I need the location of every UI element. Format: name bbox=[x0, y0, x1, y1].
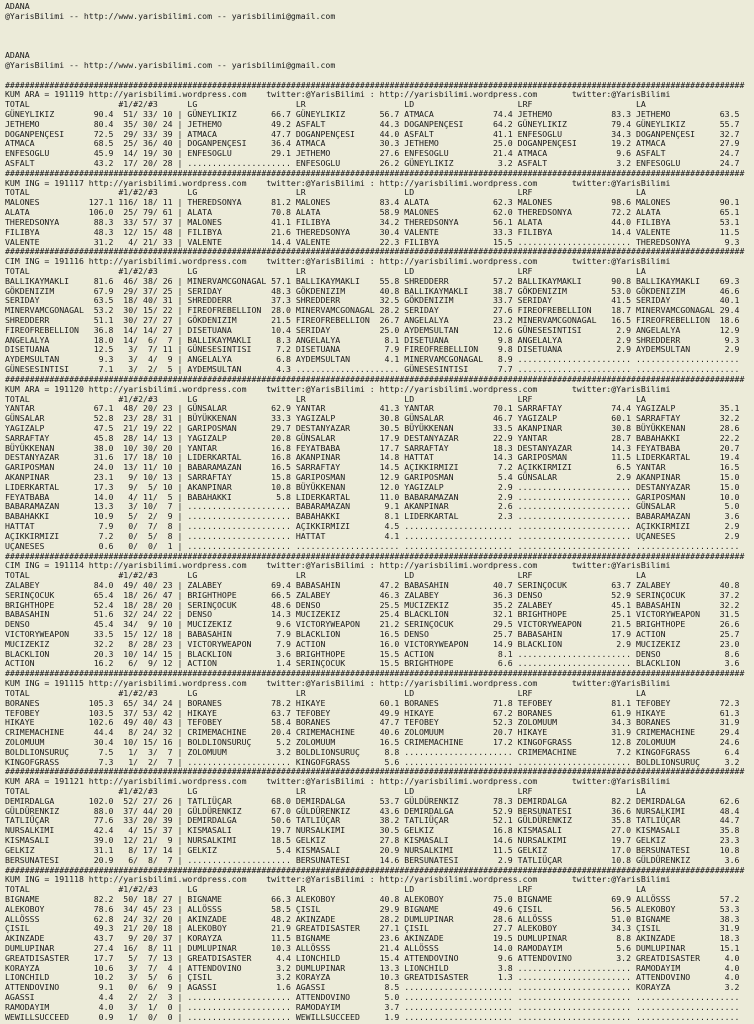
table-row: THEREDSONYA 88.3 33/ 57/ 37 | MALONES 41.1 FILIBYA 34.2 THEREDSONYA 56.1 ALATA 44.0 FILIBYA 53.1 bbox=[5, 216, 745, 227]
table-row: GÜNEYLIKIZ 90.4 51/ 33/ 10 | GÜNEYLIKIZ 66.7 GÜNEYLIKIZ 56.7 ATMACA 74.4 JETHEMO 83.3 JETHEMO 63.5 bbox=[5, 108, 745, 119]
table-row: SERIDAY 63.5 18/ 40/ 31 | SHREDDERR 37.3 SHREDDERR 32.5 GÖKDENIZIM 33.7 SERIDAY 41.5 SERIDAY 40.1 bbox=[5, 295, 745, 306]
table-row: GREATDISASTER 17.7 5/ 7/ 13 | GREATDISASTER 4.4 LIONCHILD 15.4 ATTENDOVINO 9.6 ATTENDOVINO 3.2 GREATDISASTER 4.0 bbox=[5, 952, 745, 963]
table-row: ALLÖSSS 62.8 24/ 32/ 20 | AKINZADE 48.2 AKINZADE 28.2 DUMLUPINAR 28.6 ALLÖSSS 51.0 BIGNAME 38.3 bbox=[5, 913, 745, 924]
table-row: MINERVAMCGONAGAL 53.2 30/ 15/ 22 | FIREOFREBELLION 28.0 MINERVAMCGONAGAL 28.2 SERIDAY 27.6 FIREOFREBELLION 18.7 MINERVAMCGONAGAL 29.4 bbox=[5, 305, 745, 316]
table-row: BERSUNATESI 20.9 6/ 8/ 7 | ..................... BERSUNATESI 14.6 BERSUNATESI 2.9 TATLIÜÇAR 10.8 GÜLDÜRENKIZ 3.6 bbox=[5, 854, 745, 865]
table-row: SARRAFTAY 45.8 28/ 14/ 13 | YAGIZALP 20.8 GÜNSALAR 17.9 DESTANYAZAR 22.9 YANTAR 28.7 BABAHAKKI 22.2 bbox=[5, 432, 745, 443]
table-row: FEYATBABA 14.0 4/ 11/ 5 | BABAHAKKI 5.8 LIDERKARTAL 11.0 BABARAMAZAN 2.9 ....................... GARIPOSMAN 10.0 bbox=[5, 491, 745, 502]
column-header-row: TOTAL #1/#2/#3 LG LR LD LRF LA bbox=[5, 187, 646, 198]
table-row: AKANPINAR 23.1 9/ 10/ 13 | SARRAFTAY 15.8 GARIPOSMAN 12.9 GARIPOSMAN 5.4 GÜNSALAR 2.9 AKANPINAR 15.0 bbox=[5, 472, 745, 482]
table-row: SHREDDERR 51.1 30/ 27/ 27 | GÖKDENIZIM 21.5 FIREOFREBELLION 26.7 ANGELALYA 23.2 MINERVAMCGONAGAL 16.5 FIREOFREBELLION 18.6 bbox=[5, 315, 745, 325]
table-row: TEFOBEY 103.5 37/ 53/ 42 | HIKAYE 63.7 TEFOBEY 49.9 HIKAYE 67.2 BORANES 61.9 HIKAYE 61.3 bbox=[5, 707, 745, 718]
section-header: KUM ING = 191118 http://yarisbilimi.wordpress.com twitter:@YarisBilimi : http://yarisbilimi.wordpress.com twitter:@YarisBilimi bbox=[5, 874, 671, 885]
table-row: DENSO 45.4 34/ 9/ 10 | MUCIZEKIZ 9.6 VICTORYWEAPON 21.2 SERINÇOCUK 29.5 VICTORYWEAPON 21.5 BRIGHTHOPE 26.6 bbox=[5, 619, 745, 630]
table-row: NURSALKIMI 42.4 4/ 15/ 37 | KISMASALI 19.7 NURSALKIMI 30.5 GELKIZ 16.8 KISMASALI 27.0 KISMASALI 35.8 bbox=[5, 825, 745, 836]
table-row: YANTAR 67.1 48/ 20/ 23 | GÜNSALAR 62.9 YANTAR 41.3 YANTAR 70.1 SARRAFTAY 74.4 YAGIZALP 35.1 bbox=[5, 403, 745, 414]
section-header: KUM ING = 191115 http://yarisbilimi.wordpress.com twitter:@YarisBilimi : http://yarisbilimi.wordpress.com twitter:@YarisBilimi bbox=[5, 678, 671, 689]
table-row: ALATA 106.0 25/ 79/ 61 | ALATA 70.8 ALATA 58.9 MALONES 62.0 THEREDSONYA 72.2 ALATA 65.1 bbox=[5, 207, 745, 218]
section-separator: ###################################################################################################################################################### bbox=[5, 550, 745, 561]
table-row: HIKAYE 102.6 49/ 40/ 43 | TEFOBEY 58.4 BORANES 47.7 TEFOBEY 52.3 ZOLOMUUM 34.3 BORANES 31.9 bbox=[5, 717, 745, 728]
section-header: KUM ARA = 191120 http://yarisbilimi.wordpress.com twitter:@YarisBilimi : http://yarisbilimi.wordpress.com twitter:@YarisBilimi bbox=[5, 383, 671, 394]
city-title-repeat: ADANA bbox=[5, 50, 30, 61]
column-header-row: TOTAL #1/#2/#3 LG LR LD LRF LA bbox=[5, 884, 646, 895]
table-row: UÇANESES 0.6 0/ 0/ 1 | ..................... ..................... ...................... ....................... ..................... bbox=[5, 540, 745, 551]
table-row: ALEKOBOY 78.6 34/ 45/ 23 | ALLÖSSS 58.5 ÇISIL 29.9 BIGNAME 49.6 ÇISIL 56.5 ALEKOBOY 53.3 bbox=[5, 903, 745, 914]
table-row: KORAYZA 10.6 3/ 7/ 4 | ATTENDOVINO 3.2 DUMLUPINAR 13.3 LIONCHILD 3.8 ....................... RAMODAYIM 4.0 bbox=[5, 962, 745, 973]
table-row: ATTENDOVINO 9.1 0/ 6/ 9 | AGASSI 1.6 AGASSI 8.5 ...................... ....................... KORAYZA 3.2 bbox=[5, 982, 745, 993]
table-row: AYDEMSULTAN 9.3 3/ 4/ 9 | ANGELALYA 6.8 AYDEMSULTAN 4.1 MINERVAMCGONAGAL 8.9 ....................... ..................... bbox=[5, 354, 745, 365]
table-row: BORANES 105.3 65/ 34/ 24 | BORANES 78.2 HIKAYE 60.1 BORANES 71.8 TEFOBEY 81.1 TEFOBEY 72.3 bbox=[5, 697, 745, 708]
table-row: HATTAT 7.9 0/ 7/ 8 | ..................... AÇIKKIRMIZI 4.5 ...................... ....................... AÇIKKIRMIZI 2.9 bbox=[5, 521, 745, 532]
table-row: GÜNESESINTISI 7.1 3/ 2/ 5 | AYDEMSULTAN 4.3 ..................... GÜNESESINTISI 7.7 ....................... ..................... bbox=[5, 364, 745, 375]
table-row: MALONES 127.1 116/ 18/ 11 | THEREDSONYA 81.2 MALONES 83.4 ALATA 62.3 MALONES 98.6 MALONES 90.1 bbox=[5, 197, 745, 208]
section-header: KUM ING = 191117 http://yarisbilimi.wordpress.com twitter:@YarisBilimi : http://yarisbilimi.wordpress.com twitter:@YarisBilimi bbox=[5, 177, 671, 188]
table-row: SERINÇOCUK 65.4 18/ 26/ 47 | BRIGHTHOPE 66.5 ZALABEY 46.3 ZALABEY 36.3 DENSO 52.9 SERINÇOCUK 37.2 bbox=[5, 589, 745, 600]
section-separator: ###################################################################################################################################################### bbox=[5, 373, 745, 384]
table-row: GÜNSALAR 52.8 23/ 28/ 31 | BÜYÜKKENAN 33.3 YAGIZALP 30.8 GÜNSALAR 46.7 YAGIZALP 60.1 SARRAFTAY 32.2 bbox=[5, 413, 745, 424]
table-row: ZOLOMUUM 30.4 10/ 15/ 16 | BOLDLIONSURUÇ 5.2 ZOLOMUUM 16.5 CRIMEMACHINE 17.2 KINGOFGRASS 12.8 ZOLOMUUM 24.6 bbox=[5, 736, 745, 747]
table-row: DOGANPENÇESI 72.5 29/ 33/ 39 | ATMACA 47.7 DOGANPENÇESI 44.0 ASFALT 41.1 ENFESOGLU 34.3 DOGANPENÇESI 32.7 bbox=[5, 128, 745, 139]
table-row: BRIGHTHOPE 52.4 18/ 28/ 20 | SERINÇOCUK 48.6 DENSO 25.5 MUCIZEKIZ 35.2 ZALABEY 45.1 BABASAHIN 32.2 bbox=[5, 599, 745, 610]
table-row: ASFALT 43.2 17/ 20/ 28 | ..................... ENFESOGLU 26.2 GÜNEYLIKIZ 3.2 ASFALT 3.2 ENFESOGLU 24.7 bbox=[5, 158, 745, 168]
table-row: FIREOFREBELLION 36.8 14/ 14/ 27 | DISETUANA 10.4 SERIDAY 25.0 AYDEMSULTAN 12.6 GÜNESESINTISI 2.9 ANGELALYA 12.9 bbox=[5, 324, 745, 335]
table-row: GÜLDÜRENKIZ 88.0 37/ 44/ 20 | GÜLDÜRENKIZ 67.0 GÜLDÜRENKIZ 43.6 DEMIRDALGA 52.9 BERSUNATESI 36.6 NURSALKIMI 48.4 bbox=[5, 805, 745, 816]
column-header-row: TOTAL #1/#2/#3 LG LR LD LRF LA bbox=[5, 786, 646, 796]
column-header-row: TOTAL #1/#2/#3 LG LR LD LRF LA bbox=[5, 99, 646, 110]
table-row: KINGOFGRASS 7.3 1/ 2/ 7 | ..................... KINGOFGRASS 5.6 ...................... ....................... BOLDLIONSURUÇ 3.2 bbox=[5, 756, 745, 767]
column-header-row: TOTAL #1/#2/#3 LG LR LD LRF LA bbox=[5, 265, 646, 276]
section-separator: ###################################################################################################################################################### bbox=[5, 766, 745, 777]
section-separator: ###################################################################################################################################################### bbox=[5, 864, 745, 875]
table-row: VALENTE 31.2 4/ 21/ 33 | VALENTE 14.4 VALENTE 22.3 FILIBYA 15.5 ....................... THEREDSONYA 9.3 bbox=[5, 236, 745, 247]
table-row: ÇISIL 49.3 21/ 20/ 18 | ALEKOBOY 21.9 GREATDISASTER 27.1 ÇISIL 27.7 ALEKOBOY 34.3 ÇISIL 31.9 bbox=[5, 923, 745, 934]
table-row: AKINZADE 43.7 9/ 20/ 37 | KORAYZA 11.5 BIGNAME 23.6 AKINZADE 19.5 DUMLUPINAR 8.8 AKINZADE 18.3 bbox=[5, 933, 745, 944]
city-title: ADANA bbox=[5, 1, 30, 11]
table-row: TATLIÜÇAR 77.6 33/ 20/ 39 | DEMIRDALGA 50.6 TATLIÜÇAR 38.2 TATLIÜÇAR 52.1 GÜLDÜRENKIZ 35.8 TATLIÜÇAR 44.7 bbox=[5, 815, 745, 826]
table-row: ZALABEY 84.0 49/ 40/ 23 | ZALABEY 69.4 BABASAHIN 47.2 BABASAHIN 40.7 SERINÇOCUK 63.7 ZALABEY 40.8 bbox=[5, 579, 745, 590]
section-separator: ###################################################################################################################################################### bbox=[5, 79, 745, 90]
intro-block bbox=[5, 2, 754, 81]
table-row: YAGIZALP 47.5 21/ 19/ 22 | GARIPOSMAN 29.7 DESTANYAZAR 30.5 BÜYÜKKENAN 33.5 AKANPINAR 30.8 BÜYÜKKENAN 28.6 bbox=[5, 422, 745, 433]
table-row: GÖKDENIZIM 67.9 29/ 37/ 25 | SERIDAY 48.3 GÖKDENIZIM 40.8 BALLIKAYMAKLI 38.7 GÖKDENIZIM 53.0 GÖKDENIZIM 46.6 bbox=[5, 285, 745, 296]
table-row: WEWILLSUCCEED 0.9 1/ 0/ 0 | ..................... WEWILLSUCCEED 1.9 ...................... ....................... ..................... bbox=[5, 1011, 745, 1022]
section-separator: ###################################################################################################################################################### bbox=[5, 167, 745, 178]
section-separator: ###################################################################################################################################################### bbox=[5, 668, 745, 679]
table-row: CRIMEMACHINE 44.4 8/ 24/ 32 | CRIMEMACHINE 20.4 CRIMEMACHINE 40.6 ZOLOMUUM 20.7 HIKAYE 31.9 CRIMEMACHINE 29.4 bbox=[5, 727, 745, 738]
table-row: BÜYÜKKENAN 38.0 10/ 30/ 20 | YANTAR 16.8 FEYATBABA 17.7 SARRAFTAY 18.3 DESTANYAZAR 14.3 FEYATBABA 20.7 bbox=[5, 442, 745, 453]
table-row: DESTANYAZAR 31.6 17/ 18/ 10 | LIDERKARTAL 16.8 AKANPINAR 14.8 HATTAT 14.3 GARIPOSMAN 11.5 LIDERKARTAL 19.4 bbox=[5, 452, 745, 463]
table-row: GELKIZ 31.1 8/ 17/ 14 | GELKIZ 5.4 KISMASALI 20.9 NURSALKIMI 11.5 GELKIZ 17.0 BERSUNATESI 10.8 bbox=[5, 844, 745, 855]
table-row: RAMODAYIM 4.0 3/ 1/ 0 | ..................... RAMODAYIM 3.7 ...................... ....................... ..................... bbox=[5, 1001, 745, 1012]
table-row: ATMACA 68.5 25/ 36/ 40 | DOGANPENÇESI 36.4 ATMACA 30.3 JETHEMO 25.0 DOGANPENÇESI 19.2 ATMACA 27.9 bbox=[5, 138, 745, 149]
table-row: MUCIZEKIZ 32.2 8/ 28/ 23 | VICTORYWEAPON 7.9 ACTION 16.0 VICTORYWEAPON 14.9 BLACKLION 2.9 MUCIZEKIZ 23.0 bbox=[5, 638, 745, 649]
table-row: KISMASALI 39.0 12/ 21/ 9 | NURSALKIMI 18.5 GELKIZ 27.8 KISMASALI 14.6 NURSALKIMI 19.7 GELKIZ 23.3 bbox=[5, 835, 745, 846]
table-row: DEMIRDALGA 102.0 52/ 27/ 26 | TATLIÜÇAR 68.0 DEMIRDALGA 53.7 GÜLDÜRENKIZ 78.3 DEMIRDALGA 82.2 DEMIRDALGA 62.6 bbox=[5, 795, 745, 806]
table-row: LIDERKARTAL 17.3 9/ 5/ 10 | AKANPINAR 10.8 BÜYÜKKENAN 12.0 YAGIZALP 2.9 ....................... DESTANYAZAR 15.0 bbox=[5, 481, 745, 492]
section-separator: ###################################################################################################################################################### bbox=[5, 246, 745, 257]
table-row: BABAHAKKI 10.9 5/ 2/ 9 | ..................... BABAHAKKI 8.1 LIDERKARTAL 2.3 ....................... BABARAMAZAN 3.6 bbox=[5, 511, 745, 522]
racing-report-body bbox=[5, 81, 754, 1023]
table-row: DISETUANA 12.5 3/ 7/ 11 | GÜNESESINTISI 7.2 DISETUANA 7.9 FIREOFREBELLION 9.8 DISETUANA 2.9 AYDEMSULTAN 2.9 bbox=[5, 344, 745, 355]
table-row: AÇIKKIRMIZI 7.2 0/ 5/ 8 | ..................... HATTAT 4.1 ...................... ....................... UÇANESES 2.9 bbox=[5, 530, 745, 541]
column-header-row: TOTAL #1/#2/#3 LG LR LD LRF LA bbox=[5, 570, 646, 581]
contact-line: @YarisBilimi -- http://www.yarisbilimi.com -- yarisbilimi@gmail.com bbox=[5, 10, 336, 21]
table-row: DUMLUPINAR 27.4 16/ 8/ 11 | DUMLUPINAR 10.3 ALLÖSSS 21.4 ALLÖSSS 14.0 RAMODAYIM 5.6 DUMLUPINAR 15.1 bbox=[5, 943, 745, 953]
table-row: BLACKLION 20.3 10/ 14/ 15 | BLACKLION 3.6 BRIGHTHOPE 15.5 ACTION 8.1 ....................... DENSO 8.6 bbox=[5, 648, 745, 659]
contact-line-repeat: @YarisBilimi -- http://www.yarisbilimi.com -- yarisbilimi@gmail.com bbox=[5, 59, 336, 70]
column-header-row: TOTAL #1/#2/#3 LG LR LD LRF LA bbox=[5, 393, 646, 404]
table-row: JETHEMO 80.4 35/ 30/ 24 | JETHEMO 49.2 ASFALT 44.3 DOGANPENÇESI 64.2 GÜNEYLIKIZ 79.4 GÜNEYLIKIZ 55.7 bbox=[5, 118, 745, 129]
table-row: BIGNAME 82.2 50/ 18/ 27 | BIGNAME 66.3 ALEKOBOY 40.8 ALEKOBOY 75.0 BIGNAME 69.9 ALLÖSSS 57.2 bbox=[5, 893, 745, 904]
section-header: KUM ARA = 191121 http://yarisbilimi.wordpress.com twitter:@YarisBilimi : http://yarisbilimi.wordpress.com twitter:@YarisBilimi bbox=[5, 776, 671, 787]
table-row: VICTORYWEAPON 33.5 15/ 12/ 18 | BABASAHIN 7.9 BLACKLION 16.5 DENSO 25.7 BABASAHIN 17.9 ACTION 25.7 bbox=[5, 629, 745, 639]
table-row: BALLIKAYMAKLI 81.6 46/ 38/ 26 | MINERVAMCGONAGAL 57.1 BALLIKAYMAKLI 55.8 SHREDDERR 57.2 BALLIKAYMAKLI 90.8 BALLIKAYMAKLI 69.3 bbox=[5, 275, 745, 286]
table-row: LIONCHILD 10.2 3/ 5/ 6 | ÇISIL 3.2 KORAYZA 10.3 GREATDISASTER 1.3 ....................... ATTENDOVINO 4.0 bbox=[5, 972, 745, 983]
table-row: ACTION 16.2 6/ 9/ 12 | ACTION 1.4 SERINÇOCUK 15.5 BRIGHTHOPE 6.6 ....................... BLACKLION 3.6 bbox=[5, 658, 745, 669]
section-header: CIM ING = 191114 http://yarisbilimi.wordpress.com twitter:@YarisBilimi : http://yarisbilimi.wordpress.com twitter:@YarisBilimi bbox=[5, 560, 671, 571]
table-row: BOLDLIONSURUÇ 7.5 1/ 3/ 7 | ZOLOMUUM 3.2 BOLDLIONSURUÇ 8.8 ...................... CRIMEMACHINE 7.2 KINGOFGRASS 6.4 bbox=[5, 746, 745, 757]
column-header-row: TOTAL #1/#2/#3 LG LR LD LRF LA bbox=[5, 687, 646, 698]
table-row: FILIBYA 48.3 12/ 15/ 48 | FILIBYA 21.6 THEREDSONYA 30.4 VALENTE 33.3 FILIBYA 14.4 VALENTE 11.5 bbox=[5, 226, 745, 237]
table-row: AGASSI 4.4 2/ 2/ 3 | ..................... ATTENDOVINO 5.0 ...................... ....................... ..................... bbox=[5, 992, 745, 1003]
table-row: GARIPOSMAN 24.0 13/ 11/ 10 | BABARAMAZAN 16.5 SARRAFTAY 14.5 AÇIKKIRMIZI 7.2 AÇIKKIRMIZI 6.5 YANTAR 16.5 bbox=[5, 462, 745, 473]
table-row: ENFESOGLU 45.9 14/ 19/ 30 | ENFESOGLU 29.1 JETHEMO 27.6 ENFESOGLU 21.4 ATMACA 9.6 ASFALT 24.7 bbox=[5, 148, 745, 159]
table-row: BABASAHIN 51.6 32/ 24/ 22 | DENSO 14.3 MUCIZEKIZ 25.4 BLACKLION 32.1 BRIGHTHOPE 25.1 VICTORYWEAPON 31.5 bbox=[5, 609, 745, 620]
section-header: KUM ARA = 191119 http://yarisbilimi.wordpress.com twitter:@YarisBilimi : http://yarisbilimi.wordpress.com twitter:@YarisBilimi bbox=[5, 89, 671, 100]
table-row: ANGELALYA 18.0 14/ 6/ 7 | BALLIKAYMAKLI 8.3 ANGELALYA 8.1 DISETUANA 9.8 ANGELALYA 2.9 SHREDDERR 9.3 bbox=[5, 334, 745, 345]
table-row: BABARAMAZAN 13.3 3/ 10/ 7 | ..................... BABARAMAZAN 9.1 AKANPINAR 2.6 ....................... GÜNSALAR 5.0 bbox=[5, 501, 745, 512]
section-header: CIM ING = 191116 http://yarisbilimi.wordpress.com twitter:@YarisBilimi : http://yarisbilimi.wordpress.com twitter:@YarisBilimi bbox=[5, 256, 671, 267]
